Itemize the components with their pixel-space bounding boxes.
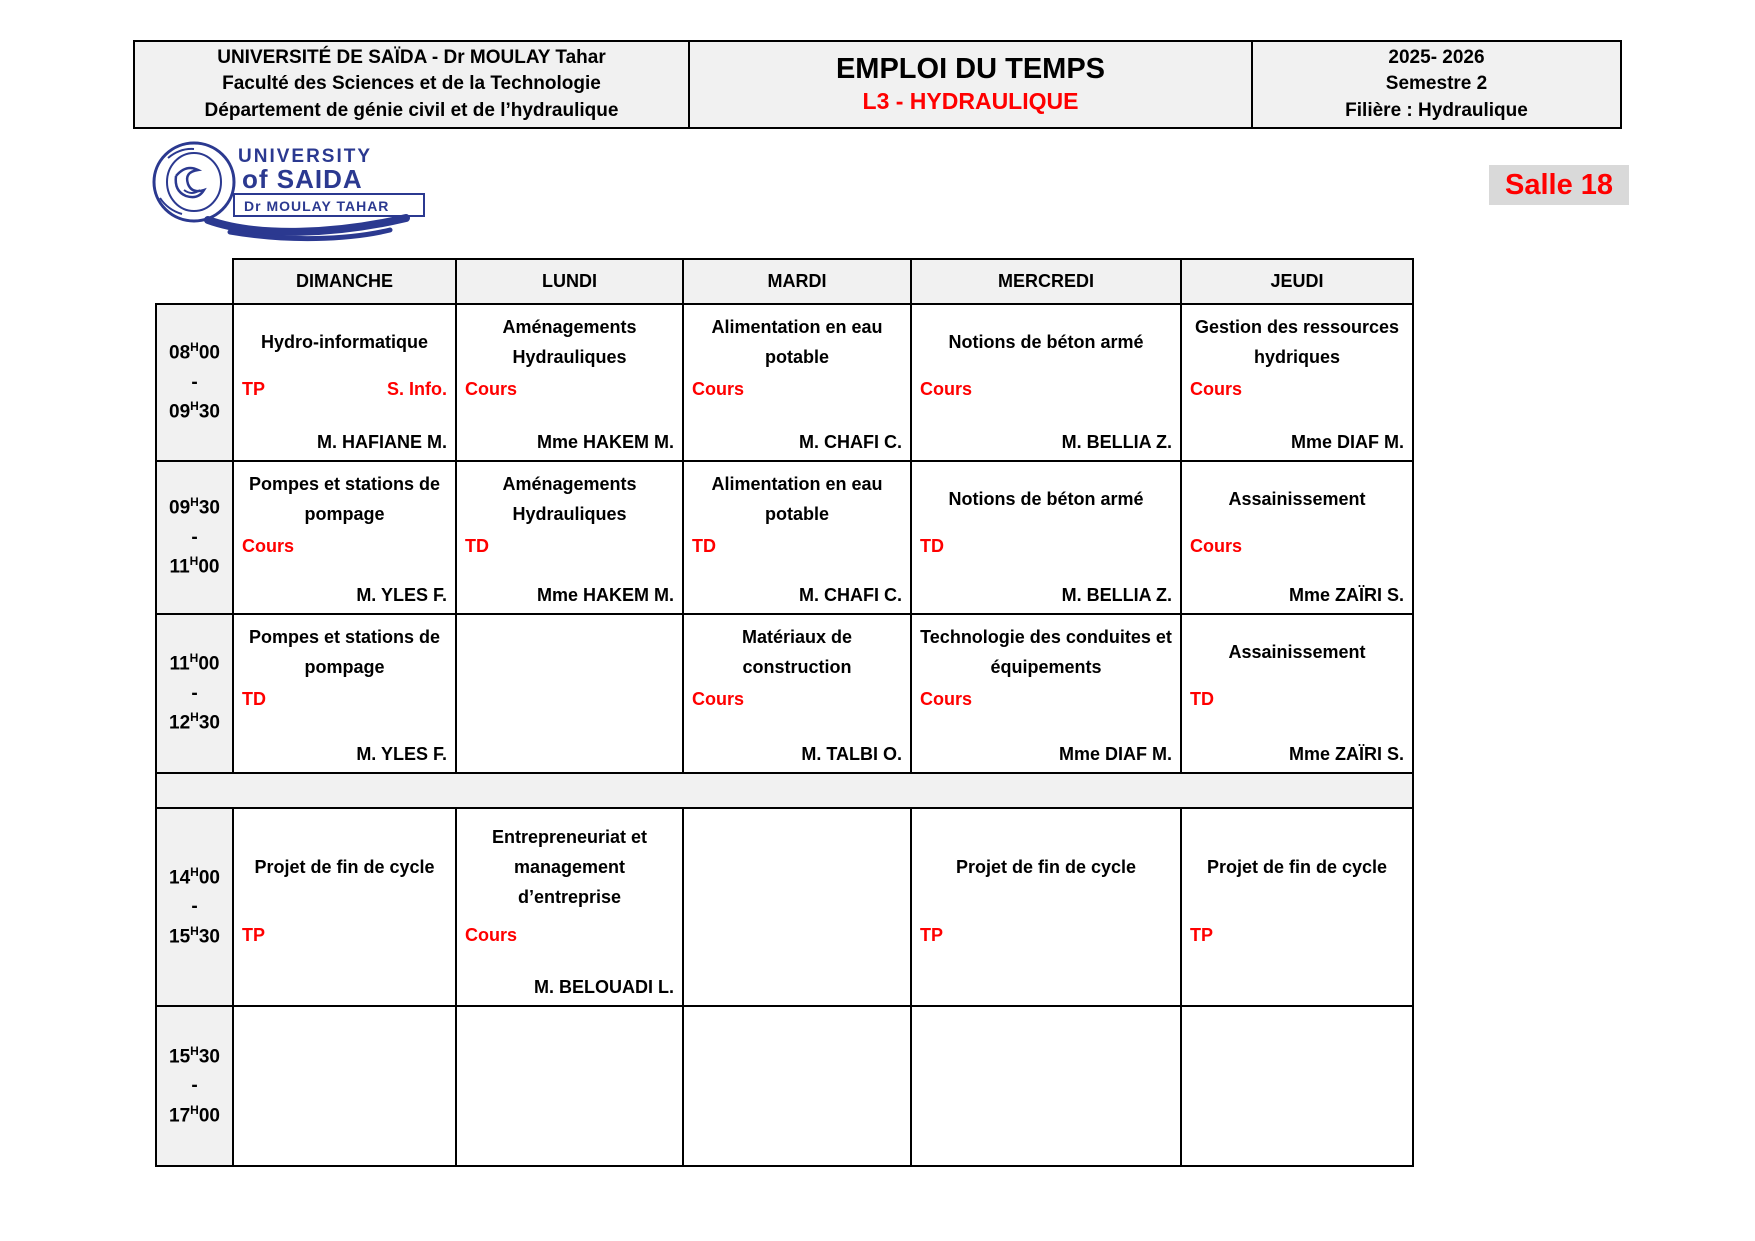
class-cell (1181, 614, 1413, 773)
break-row (156, 773, 1413, 808)
title-box (690, 40, 1253, 129)
university-logo-icon (138, 138, 468, 243)
university-logo (138, 138, 468, 248)
course-type: TP (1190, 925, 1214, 945)
teacher-name: M. YLES F. (356, 585, 447, 605)
logo-line2: of SAIDA (242, 164, 363, 194)
course-title: Notions de béton armé (948, 489, 1144, 510)
day-header-row (156, 259, 1413, 304)
course-type: Cours (920, 689, 973, 709)
class-cell (456, 808, 683, 1006)
course-type: TD (465, 536, 489, 556)
course-type: TD (1190, 689, 1214, 709)
course-type: TP (242, 925, 266, 945)
class-cell (911, 614, 1181, 773)
break-band (156, 773, 1413, 808)
course-title: Hydro-informatique (260, 332, 428, 353)
teacher-name: M. CHAFI C. (799, 432, 902, 452)
course-type: TP (242, 379, 266, 399)
course-type: Cours (242, 536, 295, 556)
timetable-row (156, 614, 1413, 773)
teacher-name: Mme ZAÏRI S. (1288, 585, 1404, 605)
class-cell-empty (683, 808, 911, 1006)
course-type: Cours (465, 925, 518, 945)
teacher-name: Mme HAKEM M. (536, 585, 674, 605)
class-cell (233, 461, 456, 614)
course-type: TD (920, 536, 944, 556)
class-cell (911, 808, 1181, 1006)
course-title: Projet de fin de cycle (955, 857, 1137, 878)
timetable (155, 258, 1414, 1167)
page-subtitle: L3 - HYDRAULIQUE (862, 87, 1079, 114)
teacher-name: M. CHAFI C. (799, 585, 902, 605)
academic-year: 2025- 2026 (1388, 47, 1485, 69)
class-cell (1181, 304, 1413, 461)
day-header-lundi: LUNDI (456, 259, 683, 304)
course-title: Alimentation en eau potable (711, 474, 883, 524)
teacher-name: M. HAFIANE M. (317, 432, 447, 452)
course-type: Cours (692, 689, 745, 709)
class-cell (233, 304, 456, 461)
course-title: Aménagements Hydrauliques (502, 317, 637, 367)
course-title: Assainissement (1228, 642, 1366, 663)
course-title: Matériaux de construction (741, 627, 853, 677)
class-cell (456, 304, 683, 461)
timetable-row (156, 808, 1413, 1006)
teacher-name: Mme HAKEM M. (536, 432, 674, 452)
logo-line3: Dr MOULAY TAHAR (244, 198, 390, 214)
class-cell-empty (456, 614, 683, 773)
class-cell (911, 304, 1181, 461)
time-slot: $09^H30$ - $11^H00$ (156, 461, 233, 614)
course-type: TD (692, 536, 716, 556)
class-cell (683, 304, 911, 461)
class-cell (233, 808, 456, 1006)
class-cell-empty (1181, 1006, 1413, 1166)
course-title: Assainissement (1228, 489, 1366, 510)
class-cell-empty (911, 1006, 1181, 1166)
class-cell (456, 461, 683, 614)
filiere: Filière : Hydraulique (1345, 99, 1528, 121)
class-cell-empty (233, 1006, 456, 1166)
teacher-name: Mme DIAF M. (1290, 432, 1404, 452)
class-cell (683, 461, 911, 614)
faculty-name: Faculté des Sciences et de la Technologie (222, 73, 601, 95)
timetable-row (156, 1006, 1413, 1166)
class-cell (683, 614, 911, 773)
timetable-row (156, 304, 1413, 461)
logo-line1: UNIVERSITY (238, 146, 373, 167)
class-cell (1181, 461, 1413, 614)
course-title: Entrepreneuriat et management d’entreprise (491, 827, 648, 907)
teacher-name: M. BELLIA Z. (1061, 432, 1172, 452)
course-title: Pompes et stations de pompage (248, 627, 441, 677)
day-header-dimanche: DIMANCHE (233, 259, 456, 304)
course-type: Cours (692, 379, 745, 399)
teacher-name: Mme ZAÏRI S. (1288, 744, 1404, 764)
semester: Semestre 2 (1385, 73, 1488, 95)
course-title: Projet de fin de cycle (1206, 857, 1388, 878)
course-type: TP (920, 925, 944, 945)
course-type: Cours (920, 379, 973, 399)
teacher-name: Mme DIAF M. (1058, 744, 1172, 764)
course-type: Cours (1190, 379, 1243, 399)
course-title: Projet de fin de cycle (254, 857, 435, 878)
course-title: Technologie des conduites et équipements (920, 627, 1172, 677)
university-name: UNIVERSITÉ DE SAÏDA - Dr MOULAY Tahar (217, 47, 606, 69)
course-title: Aménagements Hydrauliques (502, 474, 637, 524)
course-title: Alimentation en eau potable (711, 317, 883, 367)
day-header-mercredi: MERCREDI (911, 259, 1181, 304)
course-type: Cours (1190, 536, 1243, 556)
class-cell (911, 461, 1181, 614)
department-name: Département de génie civil et de l’hydraulique (204, 99, 619, 121)
corner-cell (156, 259, 233, 304)
class-cell (233, 614, 456, 773)
document-header (133, 40, 1622, 129)
class-cell-empty (683, 1006, 911, 1166)
teacher-name: M. TALBI O. (801, 744, 902, 764)
teacher-name: M. YLES F. (356, 744, 447, 764)
day-header-jeudi: JEUDI (1181, 259, 1413, 304)
course-title: Notions de béton armé (948, 332, 1144, 353)
course-type: TD (242, 689, 266, 709)
course-extra: S. Info. (387, 379, 447, 399)
teacher-name: M. BELOUADI L. (534, 977, 674, 997)
time-slot: $11^H00$ - $12^H30$ (156, 614, 233, 773)
timetable-row (156, 461, 1413, 614)
university-info-box (133, 40, 690, 129)
time-slot: $14^H00$ - $15^H30$ (156, 808, 233, 1006)
session-info-box (1253, 40, 1622, 129)
time-slot: $08^H00$ - $09^H30$ (156, 304, 233, 461)
class-cell-empty (456, 1006, 683, 1166)
course-type: Cours (465, 379, 518, 399)
day-header-mardi: MARDI (683, 259, 911, 304)
class-cell (1181, 808, 1413, 1006)
teacher-name: M. BELLIA Z. (1061, 585, 1172, 605)
room-badge: Salle 18 (1489, 165, 1629, 205)
time-slot: $15^H30$ - $17^H00$ (156, 1006, 233, 1166)
course-title: Gestion des ressources hydriques (1194, 317, 1400, 367)
page-title: EMPLOI DU TEMPS (835, 53, 1106, 86)
course-title: Pompes et stations de pompage (248, 474, 441, 524)
